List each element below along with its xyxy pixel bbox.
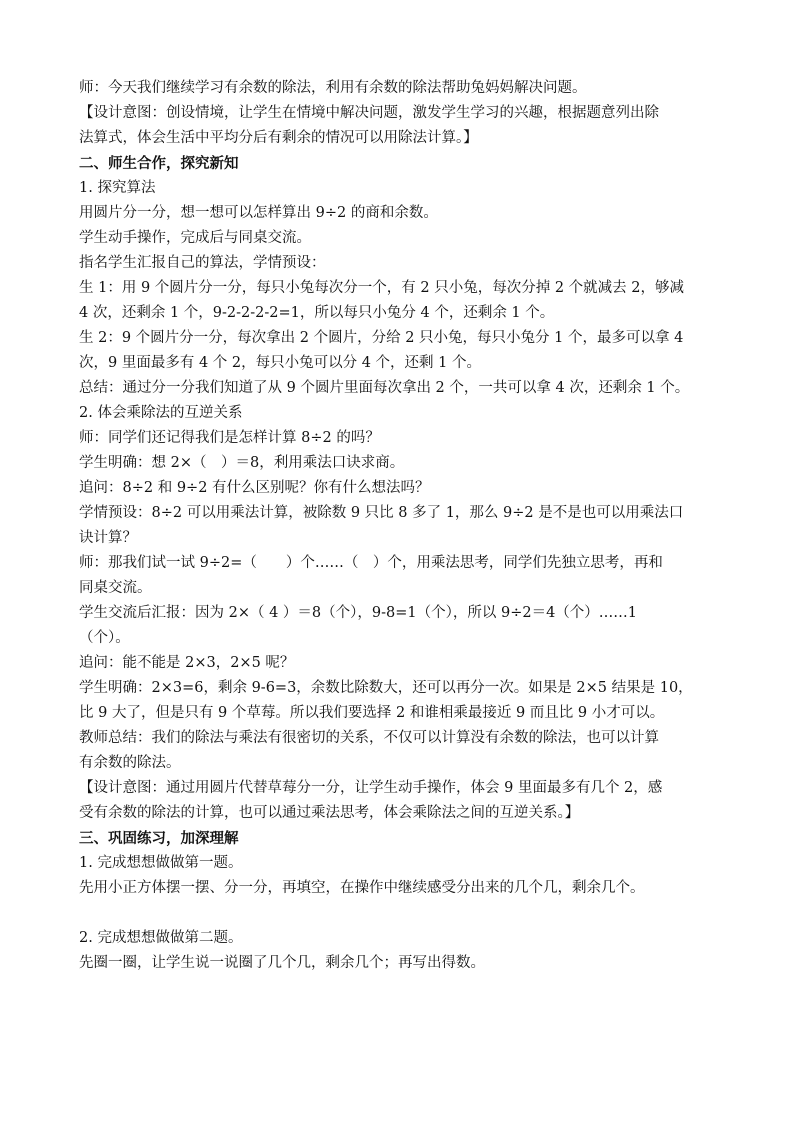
- subsection-heading: 1. 完成想想做做第一题。: [79, 855, 243, 871]
- text-line: 学生明确：2×3=6，剩余 9-6=3，余数比除数大，还可以再分一次。如果是 2×5 结果是 10，: [79, 680, 693, 696]
- text-line: 受有余数的除法的计算，也可以通过乘法思考，体会乘除法之间的互逆关系。】: [79, 805, 580, 821]
- subsection-heading: 1. 探究算法: [79, 180, 156, 196]
- section-heading: 二、师生合作，探究新知: [79, 155, 239, 172]
- text-line: 追问：能不能是 2×3，2×5 呢？: [79, 655, 295, 671]
- text-line: 先圈一圈，让学生说一说圈了几个几，剩余几个；再写出得数。: [79, 955, 485, 971]
- text-line: （个）。: [79, 630, 130, 646]
- text-line: 用圆片分一分，想一想可以怎样算出 9÷2 的商和余数。: [79, 205, 438, 221]
- subsection-heading: 2. 完成想想做做第二题。: [79, 930, 243, 946]
- text-line: 次，9 里面最多有 4 个 2，每只小兔可以分 4 个，还剩 1 个。: [79, 355, 481, 371]
- document-page: [79, 76, 719, 976]
- text-line: 指名学生汇报自己的算法，学情预设：: [79, 255, 326, 271]
- text-line: 先用小正方体摆一摆、分一分，再填空，在操作中继续感受分出来的几个几，剩余几个。: [79, 880, 645, 896]
- text-line: 【设计意图：创设情境，让学生在情境中解决问题，激发学生学习的兴趣，根据题意列出除: [79, 105, 659, 121]
- text-line: 比 9 大了，但是只有 9 个草莓。所以我们要选择 2 和谁相乘最接近 9 而且比 9 小才可以。: [79, 705, 665, 721]
- text-line: 同桌交流。: [79, 580, 152, 596]
- text-line: 4 次，还剩余 1 个，9-2-2-2-2=1，所以每只小兔分 4 个，还剩余 1 个。: [79, 305, 555, 321]
- subsection-heading: 2. 体会乘除法的互逆关系: [79, 405, 243, 421]
- text-line: 追问：8÷2 和 9÷2 有什么区别呢？你有什么想法吗？: [79, 480, 430, 496]
- text-line: 学生动手操作，完成后与同桌交流。: [79, 230, 311, 246]
- text-line: 师：那我们试一试 9÷2=（ ）个……（ ）个，用乘法思考，同学们先独立思考，再和: [79, 555, 663, 571]
- text-line: 师：今天我们继续学习有余数的除法，利用有余数的除法帮助兔妈妈解决问题。: [79, 80, 587, 96]
- text-line: 教师总结：我们的除法与乘法有很密切的关系，不仅可以计算没有余数的除法，也可以计算: [79, 730, 659, 746]
- blank-line: [79, 901, 719, 926]
- section-heading: 三、巩固练习，加深理解: [79, 830, 239, 847]
- text-line: 【设计意图：通过用圆片代替草莓分一分，让学生动手操作，体会 9 里面最多有几个 2，感: [79, 780, 663, 796]
- text-line: 法算式，体会生活中平均分后有剩余的情况可以用除法计算。】: [79, 130, 478, 146]
- text-line: 学情预设：8÷2 可以用乘法计算，被除数 9 只比 8 多了 1，那么 9÷2 是不是也可以用乘法口: [79, 505, 684, 521]
- text-line: 学生明确：想 2×（ ）＝8，利用乘法口诀求商。: [79, 455, 405, 471]
- text-line: 诀计算？: [79, 530, 137, 546]
- text-line: 总结：通过分一分我们知道了从 9 个圆片里面每次拿出 2 个，一共可以拿 4 次，还剩余 1 个。: [79, 380, 690, 396]
- text-line: 生 1：用 9 个圆片分一分，每只小兔每次分一个，有 2 只小兔，每次分掉 2 个就减去 2，够减: [79, 280, 684, 296]
- text-line: 学生交流后汇报：因为 2×（ 4 ）＝8（个），9-8=1（个），所以 9÷2＝4（个）……1: [79, 605, 638, 621]
- text-line: 师：同学们还记得我们是怎样计算 8÷2 的吗？: [79, 430, 380, 446]
- text-line: 生 2：9 个圆片分一分，每次拿出 2 个圆片，分给 2 只小兔，每只小兔分 1 个，最多可以拿 4: [79, 330, 684, 346]
- text-line: 有余数的除法。: [79, 755, 181, 771]
